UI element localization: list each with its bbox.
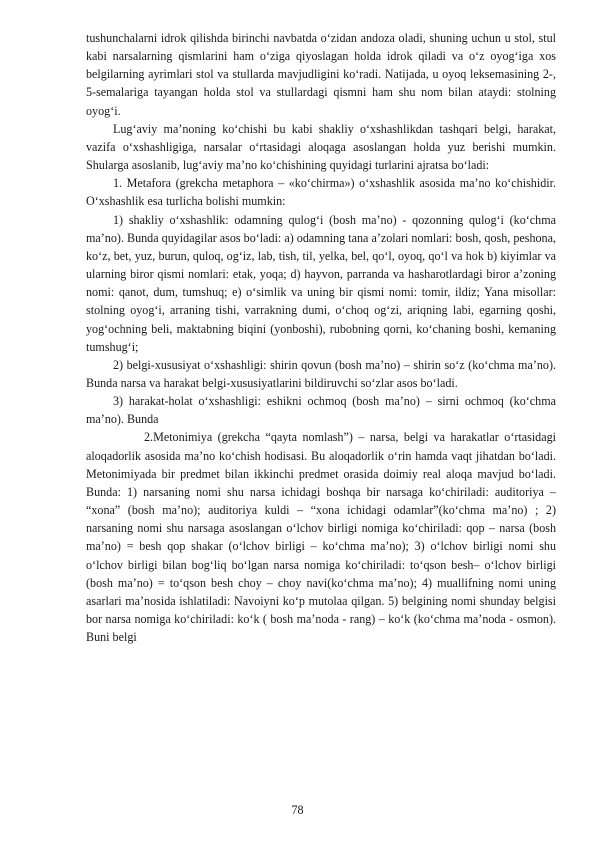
paragraph-feature-similarity: 2) belgi-xususiyat o‘xshashligi: shirin qovun (bosh ma’no) – shirin so‘z (ko‘chma ma’no). Bunda narsa va harakat belgi-xususiyatlarini bildiruvchi so‘zlar asos bo‘ladi. bbox=[86, 357, 556, 390]
document-body bbox=[86, 29, 556, 646]
paragraph-continuation: tushunchalarni idrok qilishda birinchi navbatda o‘zidan andoza oladi, shuning uchun u stol, stul kabi narsalarning qismlarini ham o‘ziga qiyoslagan holda idrok qiladi va o‘z oyog‘iga xos belgilarning ayrimlari stol va stullarda mavjudligini ko‘radi. Natijada, u oyoq leksemasining 2-, 5-semalariga tayangan holda stol va stullardagi qismni ham shu nom bilan ataydi: stolning oyog‘i. bbox=[86, 31, 556, 118]
page-number: 78 bbox=[291, 803, 304, 817]
paragraph-metaphor: 1. Metafora (grekcha metaphora – «ko‘chirma») o‘xshashlik asosida ma’no ko‘chishidir. O‘xshashlik esa turlicha bolishi mumkin: bbox=[86, 176, 556, 209]
paragraph-action-similarity: 3) harakat-holat o‘xshashligi: eshikni ochmoq (bosh ma’no) – sirni ochmoq (ko‘chma ma’no). Bunda bbox=[86, 394, 556, 427]
paragraph-shape-similarity: 1) shakliy o‘xshashlik: odamning qulog‘i (bosh ma’no) - qozonning qulog‘i (ko‘chma ma’no). Bunda quyidagilar asos bo‘ladi: a) odamning tana a’zolari nomlari: bosh, qosh, peshona, ko‘z, bet, yuz, burun, quloq, og‘iz, lab, tish, til, yelka, bel, qo‘l, oyoq, qo‘l va hok b) kiyimlar va ularning biror qismi nomlari: etak, yoqa; d) hayvon, parranda va hasharotlardagi biror a’zoning nomi: qanot, dum, tumshuq; e) o‘simlik va uning bir qismi nomi: tomir, ildiz; Yana misollar: stolning oyog‘i, arraning tishi, varrakning dumi, o‘choq og‘zi, ariqning labi, egarning qoshi, yog‘ochning beli, maktabning biqini (yonboshi), rubobning qorni, ko‘chaning boshi, kemaning tumshug‘i; bbox=[86, 212, 556, 354]
paragraph-lexical-meaning-shift: Lug‘aviy ma’noning ko‘chishi bu kabi shakliy o‘xshashlikdan tashqari belgi, harakat, vazifa o‘xshashligiga, narsalar o‘rtasidagi aloqaga asoslangan holda yuz berishi mumkin. Shularga asoslanib, lug‘aviy ma’no ko‘chishining quyidagi turlarini ajratsa bo‘ladi: bbox=[86, 121, 556, 173]
paragraph-metonymy: 2.Metonimiya (grekcha “qayta nomlash”) – narsa, belgi va harakatlar o‘rtasidagi aloqadorlik asosida ma’no ko‘chish hodisasi. Bu aloqadorlik o‘rin hamda vaqt jihatdan bo‘ladi. Metonimiyada bir predmet bilan ikkinchi predmet orasida doimiy real aloqa mavjud bo‘ladi. Bunda: 1) narsaning nomi shu narsa ichidagi boshqa bir narsaga ko‘chiriladi: auditoriya – “xona” (bosh ma’no); auditoriya kuldi – “xona ichidagi odamlar”(ko‘chma ma’no) ; 2) narsaning nomi shu narsaga asoslangan o‘lchov birligi nomiga ko‘chiriladi: qop – narsa (bosh ma’no) = besh qop shakar (o‘lchov birligi – ko‘chma ma’no); 3) o‘lchov birligi nomi shu o‘lchov birligi bilan bog‘liq bo‘lgan narsa nomiga ko‘chiriladi: to‘qson besh– o‘lchov birligi (bosh ma’no) = to‘qson besh choy – choy navi(ko‘chma ma’no); 4) muallifning nomi uning asarlari ma’nosida ishlatiladi: Navoiyni ko‘p mutolaa qilgan. 5) belgining nomi shunday belgisi bor narsa nomiga ko‘chiriladi: ko‘k ( bosh ma’noda - rang) – ko‘k (ko‘chma ma’noda - osmon). Buni belgi bbox=[86, 430, 556, 645]
